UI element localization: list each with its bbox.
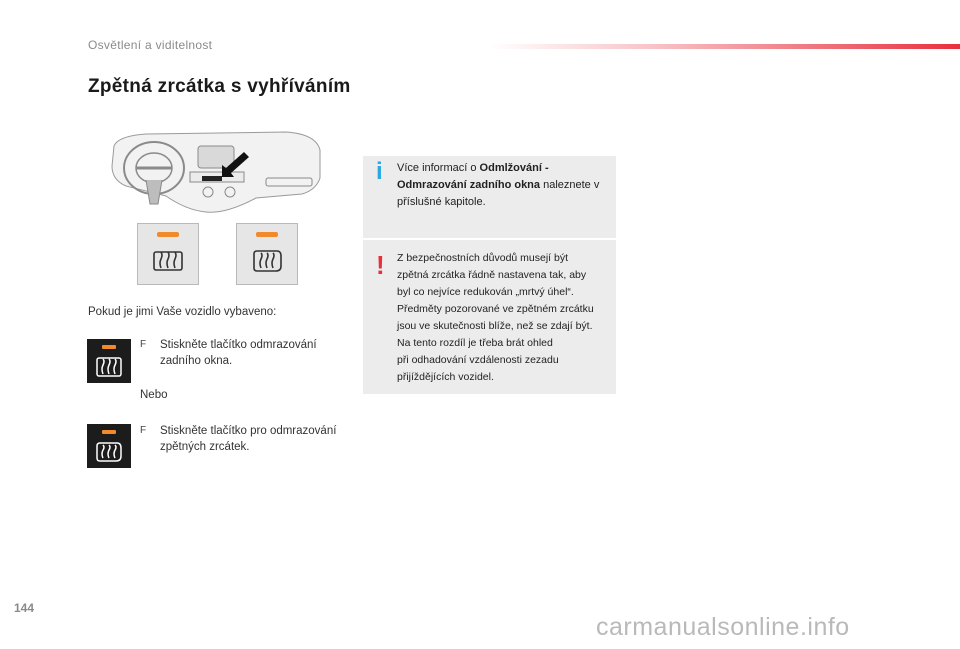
warning-line: Na tento rozdíl je třeba brát ohled [397,337,553,349]
step-text: Stiskněte tlačítko odmrazování zadního okna. [160,339,317,367]
watermark: carmanualsonline.info [596,613,850,641]
page-number: 144 [14,601,35,615]
warning-line: Předměty pozorované ve zpětném zrcátku [397,303,594,315]
dashboard-illustration [106,128,326,216]
indicator-led [157,232,179,237]
page-heading: Zpětná zrcátka s vyhříváním [88,76,351,97]
bullet-arrow-icon: F [140,425,147,436]
header-accent-bar [490,44,960,49]
info-icon: i [376,158,383,185]
warning-line: byl co nejvíce redukován „mrtvý úhel“. [397,286,574,298]
rear-defrost-button [87,339,131,383]
warning-line: jsou ve skutečnosti blíže, než se zdají být. [397,320,593,332]
rear-window-defrost-icon [152,248,184,274]
warning-icon: ! [376,250,385,280]
warning-text [397,250,612,386]
indicator-led [102,430,116,434]
step-text: Stiskněte tlačítko pro odmrazování zpětných zrcátek. [160,425,337,453]
warning-line: Z bezpečnostních důvodů musejí být [397,252,569,264]
mirror-defrost-button [87,424,131,468]
info-text [397,160,612,211]
info-text-post: naleznete v příslušné kapitole. [397,179,600,208]
indicator-led [256,232,278,237]
intro-text: Pokud je jimi Vaše vozidlo vybaveno: [88,306,277,318]
warning-box [363,240,616,394]
section-title: Osvětlení a viditelnost [88,38,213,52]
mirror-defrost-icon [251,248,283,274]
indicator-led [102,345,116,349]
warning-line: přijíždějících vozidel. [397,371,494,383]
warning-line: zpětná zrcátka řádně nastavena tak, aby [397,269,587,281]
info-text-bold: Odmlžování - Odmrazování zadního okna [397,162,549,191]
warning-line: při odhadování vzdálenosti zezadu [397,354,559,366]
mirror-defrost-icon [96,441,122,463]
info-box [363,156,616,238]
info-text-pre: Více informací o [397,162,480,174]
step-mirror-defrost [140,423,340,463]
rear-defrost-button-panel [137,223,199,285]
step-rear-defrost [140,337,340,377]
mirror-defrost-button-panel [236,223,298,285]
rear-window-defrost-icon [96,356,122,378]
separator-text: Nebo [140,389,168,401]
bullet-arrow-icon: F [140,339,147,350]
